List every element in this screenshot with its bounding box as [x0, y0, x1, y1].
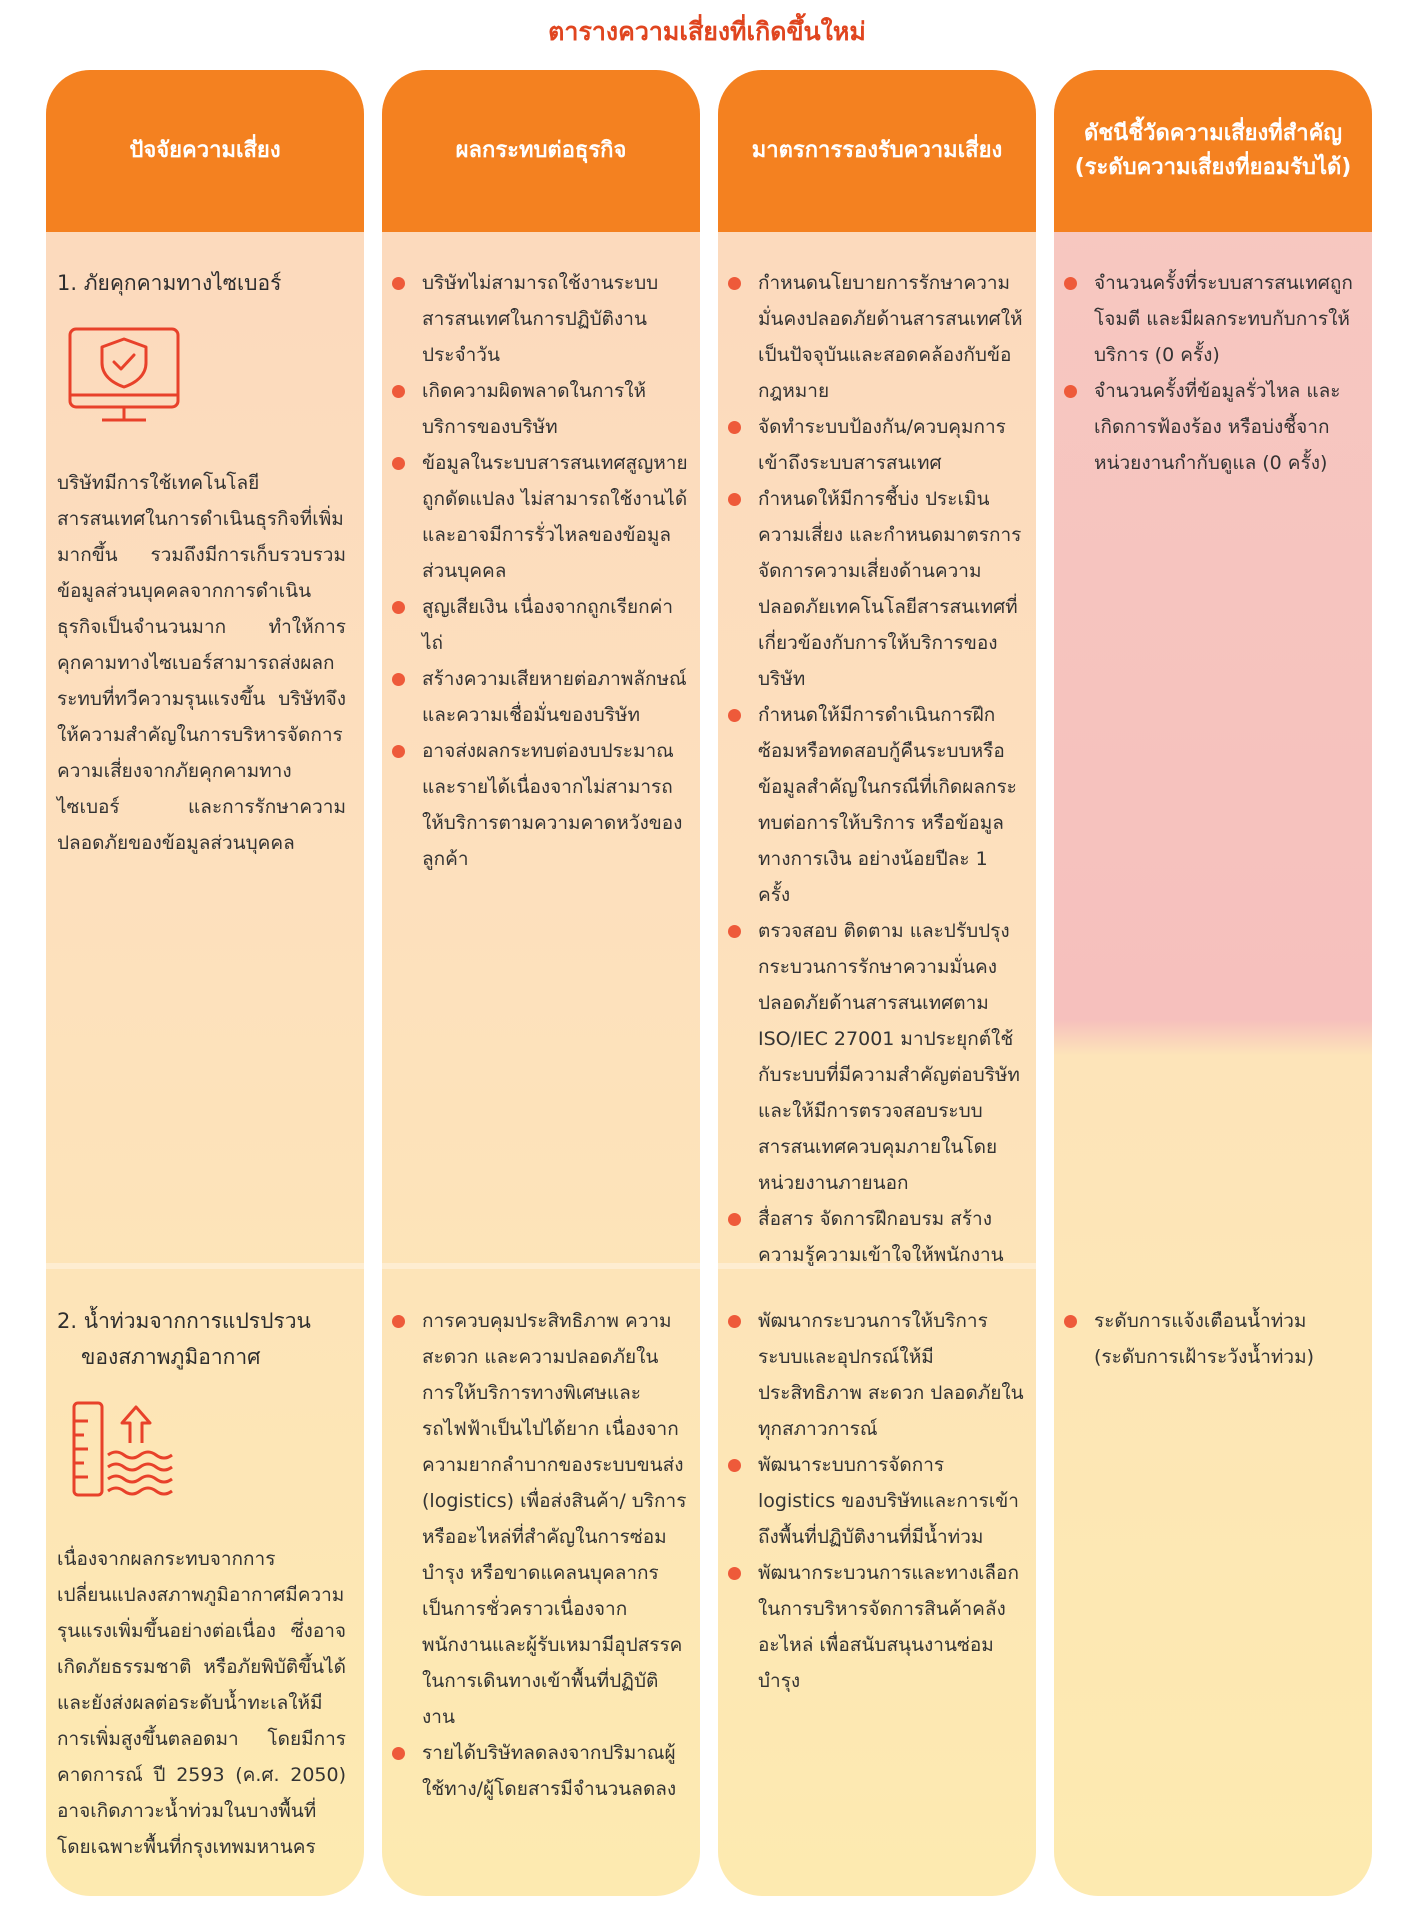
measure-item: สื่อสาร จัดการฝึกอบรม สร้างความรู้ความเข้าใจให้พนักงาน — [728, 1201, 1024, 1273]
impact-item: ข้อมูลในระบบสารสนเทศสูญหาย ถูกดัดแปลง ไม่สามารถใช้งานได้ และอาจมีการรั่วไหลของข้อมูลส่วนบุคคล — [392, 445, 688, 589]
measure-item: จัดทำระบบป้องกัน/ควบคุมการเข้าถึงระบบสารสนเทศ — [728, 409, 1024, 481]
kri-cell-cyber — [1054, 265, 1372, 481]
column-mitigation-measures — [718, 70, 1036, 1896]
kri-cell-flood — [1054, 1303, 1372, 1375]
row-divider — [382, 1263, 700, 1269]
bullet-dot — [1064, 385, 1077, 398]
column-header-label: ปัจจัยความเสี่ยง — [129, 138, 281, 163]
bullet-dot — [728, 1459, 741, 1472]
impact-item: สร้างความเสียหายต่อภาพลักษณ์และความเชื่อมั่นของบริษัท — [392, 661, 688, 733]
bullet-dot — [1064, 277, 1077, 290]
impact-item: เกิดความผิดพลาดในการให้บริการของบริษัท — [392, 373, 688, 445]
column-risk-factors — [46, 70, 364, 1896]
kri-item: จำนวนครั้งที่ระบบสารสนเทศถูกโจมตี และมีผลกระทบกับการให้บริการ (0 ครั้ง) — [1064, 265, 1360, 373]
bullet-dot — [392, 673, 405, 686]
impact-cell-cyber — [382, 265, 700, 877]
row-divider — [46, 1263, 364, 1269]
page-title: ตารางความเสี่ยงที่เกิดขึ้นใหม่ — [548, 17, 866, 46]
measure-item: กำหนดนโยบายการรักษาความมั่นคงปลอดภัยด้านสารสนเทศให้เป็นปัจจุบันและสอดคล้องกับข้อกฎหมาย — [728, 265, 1024, 409]
column-header — [46, 70, 364, 232]
shield-monitor-icon — [64, 319, 184, 439]
measure-item: กำหนดให้มีการชี้บ่ง ประเมินความเสี่ยง และกำหนดมาตรการจัดการความเสี่ยงด้านความปลอดภัยเทคโนโลยีสารสนเทศที่เกี่ยวข้องกับการให้บริการของบริษัท — [728, 481, 1024, 697]
risk-description: เนื่องจากผลกระทบจากการเปลี่ยนแปลงสภาพภูมิอากาศมีความรุนแรงเพิ่มขึ้นอย่างต่อเนื่อง ซึ่งอาจเกิดภัยธรรมชาติ หรือภัยพิบัติขึ้นได้ และยังส่งผลต่อระดับน้ำทะเลให้มีการเพิ่มสูงขึ้นตลอดมา โดยมีการคาดการณ์ ปี 2593 (ค.ศ. 2050) อาจเกิดภาวะน้ำท่วมในบางพื้นที่ โดยเฉพาะพื้นที่กรุงเทพมหานคร — [57, 1548, 346, 1858]
bullet-dot — [728, 1213, 741, 1226]
bullet-dot — [728, 1315, 741, 1328]
measures-cell-flood — [718, 1303, 1036, 1699]
impact-item: รายได้บริษัทลดลงจากปริมาณผู้ใช้ทาง/ผู้โดยสารมีจำนวนลดลง — [392, 1735, 688, 1807]
risk-title-line: 2. น้ำท่วมจากการแปรปรวน — [57, 1309, 311, 1333]
impact-cell-flood — [382, 1303, 700, 1807]
risk-title-line: ของสภาพภูมิอากาศ — [81, 1345, 261, 1369]
column-header-label: มาตรการรองรับความเสี่ยง — [751, 138, 1003, 163]
risk-title — [57, 1303, 364, 1375]
bullet-dot — [392, 1315, 405, 1328]
column-header — [382, 70, 700, 232]
impact-item: บริษัทไม่สามารถใช้งานระบบสารสนเทศในการปฏิบัติงานประจำวัน — [392, 265, 688, 373]
bullet-dot — [728, 1567, 741, 1580]
measure-item: พัฒนาระบบการจัดการ logistics ของบริษัทและการเข้าถึงพื้นที่ปฏิบัติงานที่มีน้ำท่วม — [728, 1447, 1024, 1555]
risk-description: บริษัทมีการใช้เทคโนโลยีสารสนเทศในการดำเนินธุรกิจที่เพิ่มมากขึ้น รวมถึงมีการเก็บรวบรวมข้อมูลส่วนบุคคลจากการดำเนินธุรกิจเป็นจำนวนมาก ทำให้การคุกคามทางไซเบอร์สามารถส่งผลกระทบที่ทวีความรุนแรงขึ้น บริษัทจึงให้ความสำคัญในการบริหารจัดการความเสี่ยงจากภัยคุกคามทางไซเบอร์ และการรักษาความปลอดภัยของข้อมูลส่วนบุคคล — [57, 472, 346, 854]
impact-item: อาจส่งผลกระทบต่องบประมาณและรายได้เนื่องจากไม่สามารถให้บริการตามความคาดหวังของลูกค้า — [392, 733, 688, 877]
bullet-dot — [392, 745, 405, 758]
bullet-dot — [728, 277, 741, 290]
measure-item: กำหนดให้มีการดำเนินการฝึกซ้อมหรือทดสอบกู้คืนระบบหรือข้อมูลสำคัญในกรณีที่เกิดผลกระทบต่อการให้บริการ หรือข้อมูลทางการเงิน อย่างน้อยปีละ 1 ครั้ง — [728, 697, 1024, 913]
risk-title-line: 1. ภัยคุกคามทางไซเบอร์ — [57, 271, 282, 295]
impact-item: การควบคุมประสิทธิภาพ ความสะดวก และความปลอดภัยในการให้บริการทางพิเศษและรถไฟฟ้าเป็นไปได้ยาก เนื่องจากความยากลำบากของระบบขนส่ง (logistics) เพื่อส่งสินค้า/ บริการ หรืออะไหล่ที่สำคัญในการซ่อมบำรุง หรือขาดแคลนบุคลากรเป็นการชั่วคราวเนื่องจากพนักงานและผู้รับเหมามีอุปสรรคในการเดินทางเข้าพื้นที่ปฏิบัติงาน — [392, 1303, 688, 1735]
kri-item: จำนวนครั้งที่ข้อมูลรั่วไหล และเกิดการฟ้องร้อง หรือบ่งชี้จากหน่วยงานกำกับดูแล (0 ครั้ง) — [1064, 373, 1360, 481]
column-header-label: ผลกระทบต่อธุรกิจ — [455, 138, 627, 163]
bullet-dot — [392, 277, 405, 290]
bullet-dot — [728, 493, 741, 506]
column-header — [718, 70, 1036, 232]
column-header-label: ดัชนีชี้วัดความเสี่ยงที่สำคัญ — [1083, 121, 1343, 146]
bullet-dot — [1064, 1315, 1077, 1328]
column-key-risk-indicators — [1054, 70, 1372, 1896]
bullet-dot — [392, 601, 405, 614]
impact-item: สูญเสียเงิน เนื่องจากถูกเรียกค่าไถ่ — [392, 589, 688, 661]
bullet-dot — [392, 457, 405, 470]
measures-cell-cyber — [718, 265, 1036, 1273]
bullet-dot — [728, 709, 741, 722]
risk-cell-cyber — [46, 265, 364, 861]
measure-item: พัฒนากระบวนการและทางเลือกในการบริหารจัดการสินค้าคลังอะไหล่ เพื่อสนับสนุนงานซ่อมบำรุง — [728, 1555, 1024, 1699]
risk-title — [57, 265, 364, 301]
kri-item: ระดับการแจ้งเตือนน้ำท่วม (ระดับการเฝ้าระวังน้ำท่วม) — [1064, 1303, 1360, 1375]
bullet-dot — [728, 925, 741, 938]
measure-item: พัฒนากระบวนการให้บริการระบบและอุปกรณ์ให้มีประสิทธิภาพ สะดวก ปลอดภัยในทุกสภาวการณ์ — [728, 1303, 1024, 1447]
column-business-impact — [382, 70, 700, 1896]
bullet-dot — [392, 1747, 405, 1760]
flood-level-icon — [64, 1397, 184, 1517]
bullet-dot — [728, 421, 741, 434]
bullet-dot — [392, 385, 405, 398]
risk-cell-flood — [46, 1303, 364, 1865]
measure-item: ตรวจสอบ ติดตาม และปรับปรุงกระบวนการรักษาความมั่นคงปลอดภัยด้านสารสนเทศตาม ISO/IEC 27001 มาประยุกต์ใช้กับระบบที่มีความสำคัญต่อบริษัท และให้มีการตรวจสอบระบบสารสนเทศควบคุมภายในโดยหน่วยงานภายนอก — [728, 913, 1024, 1201]
column-header-sublabel: (ระดับความเสี่ยงที่ยอมรับได้) — [1074, 155, 1352, 180]
column-header — [1054, 70, 1372, 232]
